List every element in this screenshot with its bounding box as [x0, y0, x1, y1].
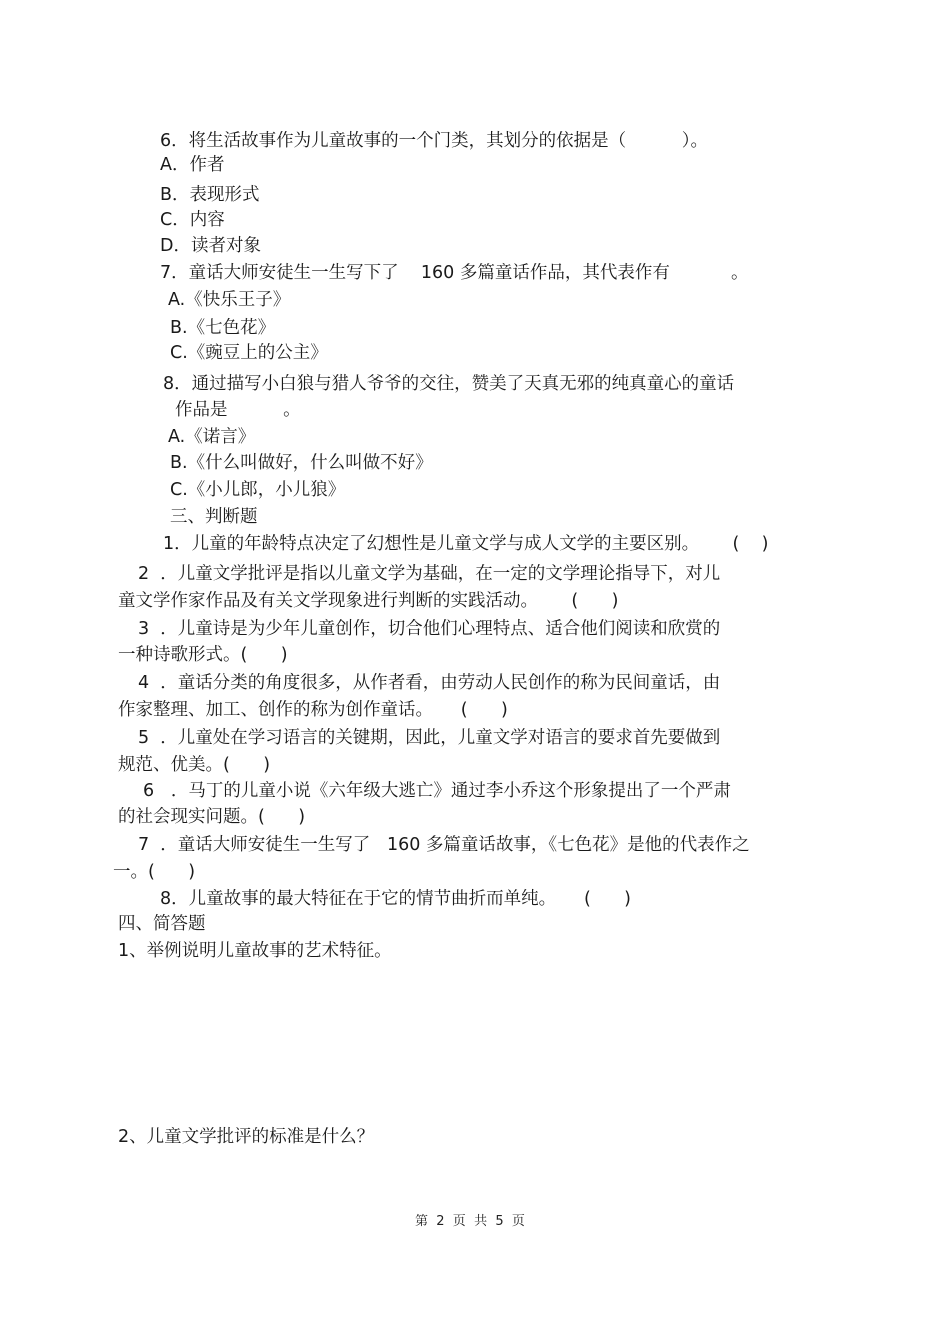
sa-question-1: 1、举例说明儿童故事的艺术特征。	[118, 941, 392, 961]
tf-item-4-line1: 4 ．童话分类的角度很多，从作者看，由劳动人民创作的称为民间童话，由	[138, 673, 721, 693]
q8-stem-line2: 作品是 。	[175, 400, 301, 420]
sa-question-2: 2、儿童文学批评的标准是什么？	[118, 1127, 375, 1147]
tf-item-7-line2: 一。( )	[113, 862, 196, 882]
tf-item-4-line2: 作家整理、加工、创作的称为创作童话。 ( )	[118, 700, 508, 720]
q8-stem-line1: 8．通过描写小白狼与猎人爷爷的交往，赞美了天真无邪的纯真童心的童话	[163, 374, 735, 394]
tf-item-8: 8．儿童故事的最大特征在于它的情节曲折而单纯。 ( )	[160, 889, 631, 909]
tf-item-7-line1: 7 ．童话大师安徒生一生写了 160 多篇童话故事，《七色花》是他的代表作之	[138, 835, 750, 855]
tf-item-6-line2: 的社会现实问题。( )	[118, 807, 306, 827]
q7-option-c: C.《豌豆上的公主》	[170, 343, 328, 363]
tf-item-3-line2: 一种诗歌形式。( )	[118, 645, 288, 665]
q7-option-b: B.《七色花》	[170, 318, 276, 338]
tf-heading: 三、判断题	[170, 507, 258, 527]
tf-item-5-line1: 5 ．儿童处在学习语言的关键期，因此，儿童文学对语言的要求首先要做到	[138, 728, 721, 748]
q6-option-c: C．内容	[160, 210, 225, 230]
q6-option-d: D．读者对象	[160, 236, 261, 256]
q7-stem: 7．童话大师安徒生一生写下了 160 多篇童话作品，其代表作有 。	[160, 263, 749, 283]
tf-item-5-line2: 规范、优美。( )	[118, 755, 271, 775]
q8-option-a: A.《诺言》	[168, 427, 256, 447]
q8-option-b: B.《什么叫做好，什么叫做不好》	[170, 453, 433, 473]
q6-stem: 6．将生活故事作为儿童故事的一个门类，其划分的依据是（ ）。	[160, 131, 709, 151]
q8-option-c: C.《小儿郎，小儿狼》	[170, 480, 346, 500]
tf-item-3-line1: 3 ．儿童诗是为少年儿童创作，切合他们心理特点、适合他们阅读和欣赏的	[138, 619, 721, 639]
q6-option-a: A．作者	[160, 155, 225, 175]
tf-item-1: 1．儿童的年龄特点决定了幻想性是儿童文学与成人文学的主要区别。 ( )	[163, 534, 769, 554]
tf-item-2-line1: 2 ．儿童文学批评是指以儿童文学为基础，在一定的文学理论指导下，对儿	[138, 564, 721, 584]
tf-item-2-line2: 童文学作家作品及有关文学现象进行判断的实践活动。 ( )	[118, 591, 619, 611]
sa-heading: 四、简答题	[118, 914, 206, 934]
q7-option-a: A.《快乐王子》	[168, 290, 291, 310]
page-footer: 第 2 页 共 5 页	[415, 1214, 525, 1229]
q6-option-b: B．表现形式	[160, 185, 260, 205]
tf-item-6-line1: 6 ．马丁的儿童小说《六年级大逃亡》通过李小乔这个形象提出了一个严肃	[143, 781, 731, 801]
